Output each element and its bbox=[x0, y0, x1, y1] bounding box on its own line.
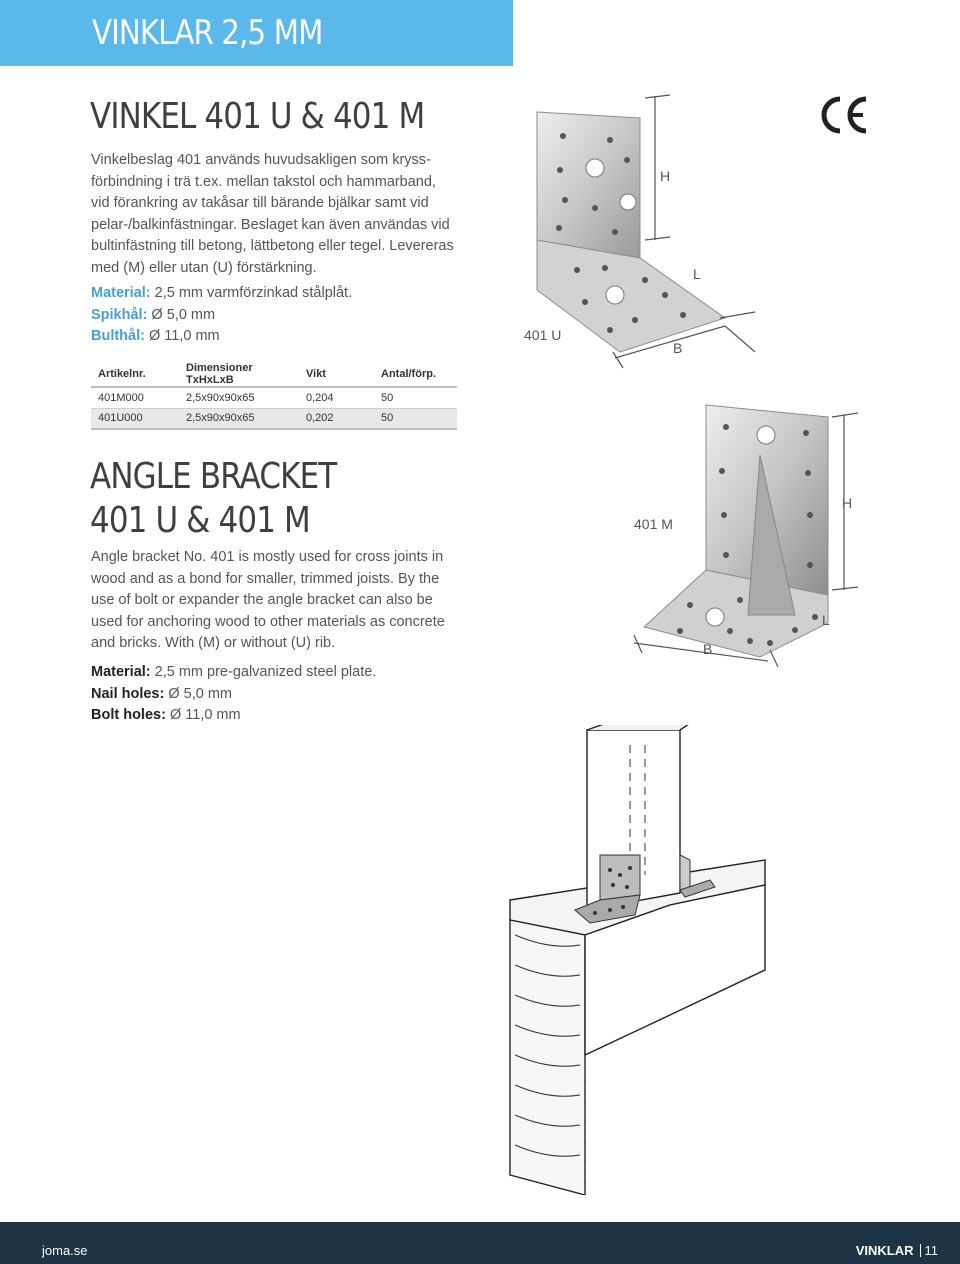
english-description bbox=[91, 547, 461, 655]
swedish-description-line: pelar-/balkinfästningar. Beslaget kan även användas vid bbox=[91, 216, 450, 233]
swedish-description bbox=[91, 150, 461, 279]
table-row bbox=[91, 387, 457, 408]
table-header-row bbox=[91, 362, 457, 387]
spec-material bbox=[91, 662, 376, 684]
spec-material bbox=[91, 283, 352, 305]
spec-value: Ø 11,0 mm bbox=[144, 328, 220, 344]
spec-value: 2,5 mm varmförzinkad stålplåt. bbox=[150, 285, 353, 301]
installation-illustration bbox=[495, 725, 775, 1195]
footer-section: VINKLAR bbox=[855, 1243, 914, 1258]
table-header: Dimensioner TxHxLxB bbox=[179, 362, 299, 387]
swedish-description-line: vid förankring av takåsar till bärande bjälkar samt vid bbox=[91, 195, 429, 211]
dimension-l-label: L bbox=[693, 266, 701, 282]
bracket-401m-image bbox=[620, 395, 870, 670]
table-header: Antal/förp. bbox=[374, 362, 457, 387]
english-description-line: wood and as a bond for smaller, trimmed joists. By the bbox=[91, 570, 440, 587]
dimension-h-label: H bbox=[660, 168, 671, 184]
spec-value: Ø 5,0 mm bbox=[147, 306, 216, 323]
spec-label: Bulthål: bbox=[91, 328, 145, 344]
ce-mark-icon bbox=[820, 95, 870, 135]
footer-page-info bbox=[856, 1243, 938, 1258]
english-title-line: 401 U & 401 M bbox=[90, 500, 310, 541]
header-band bbox=[0, 0, 513, 66]
dimension-b-label: B bbox=[673, 340, 683, 356]
english-description-line: use of bolt or expander the angle bracket can also be bbox=[91, 592, 433, 608]
spec-nail-holes bbox=[91, 305, 352, 327]
bracket-401u-label: 401 U bbox=[524, 327, 562, 343]
footer-page-number: 11 bbox=[924, 1243, 938, 1258]
table-row bbox=[91, 408, 457, 429]
english-title bbox=[90, 455, 336, 543]
swedish-description-line: Vinkelbeslag 401 används huvudsakligen som kryss- bbox=[91, 152, 431, 168]
page-header-title: VINKLAR 2,5 MM bbox=[92, 13, 323, 53]
spec-nail-holes bbox=[91, 684, 376, 706]
dimension-h-label: H bbox=[842, 495, 853, 511]
swedish-specs bbox=[91, 283, 352, 348]
dimension-b-label: B bbox=[703, 641, 713, 657]
spec-value: 2,5 mm pre-galvanized steel plate. bbox=[150, 664, 377, 680]
spec-label: Material: bbox=[91, 664, 151, 680]
footer-divider bbox=[920, 1244, 921, 1257]
swedish-description-line: med (M) eller utan (U) förstärkning. bbox=[91, 259, 317, 276]
table-cell: 401M000 bbox=[91, 387, 179, 408]
footer bbox=[0, 1222, 960, 1264]
spec-value: Ø 11,0 mm bbox=[165, 707, 241, 723]
table-cell: 2,5x90x90x65 bbox=[179, 387, 299, 408]
table-cell: 50 bbox=[374, 408, 457, 429]
english-specs bbox=[91, 662, 376, 727]
table-cell: 0,202 bbox=[299, 408, 374, 429]
swedish-description-line: bultinfästning till betong, lättbetong eller tegel. Levereras bbox=[91, 238, 454, 254]
table-cell: 2,5x90x90x65 bbox=[179, 408, 299, 429]
spec-label: Bolt holes: bbox=[91, 707, 166, 723]
spec-bolt-holes bbox=[91, 326, 352, 348]
dimension-l-label: L bbox=[822, 612, 830, 628]
spec-label: Spikhål: bbox=[91, 306, 148, 323]
english-description-line: and bricks. With (M) or without (U) rib. bbox=[91, 635, 336, 651]
table-header: Vikt bbox=[299, 362, 374, 387]
table-cell: 0,204 bbox=[299, 387, 374, 408]
spec-value: Ø 5,0 mm bbox=[164, 685, 233, 702]
english-title-line: ANGLE BRACKET bbox=[90, 456, 337, 497]
spec-bolt-holes bbox=[91, 705, 376, 727]
footer-site-link[interactable]: joma.se bbox=[42, 1243, 88, 1258]
swedish-title: VINKEL 401 U & 401 M bbox=[90, 96, 425, 137]
table-header: Artikelnr. bbox=[91, 362, 179, 387]
article-table bbox=[91, 362, 457, 430]
spec-label: Nail holes: bbox=[91, 685, 165, 702]
swedish-description-line: förbindning i trä t.ex. mellan takstol och hammarband, bbox=[91, 173, 436, 190]
table-cell: 401U000 bbox=[91, 408, 179, 429]
table-cell: 50 bbox=[374, 387, 457, 408]
english-description-line: Angle bracket No. 401 is mostly used for cross joints in bbox=[91, 549, 444, 565]
bracket-401m-label: 401 M bbox=[634, 516, 673, 532]
english-description-line: used for anchoring wood to other materials as concrete bbox=[91, 613, 445, 630]
spec-label: Material: bbox=[91, 285, 151, 301]
